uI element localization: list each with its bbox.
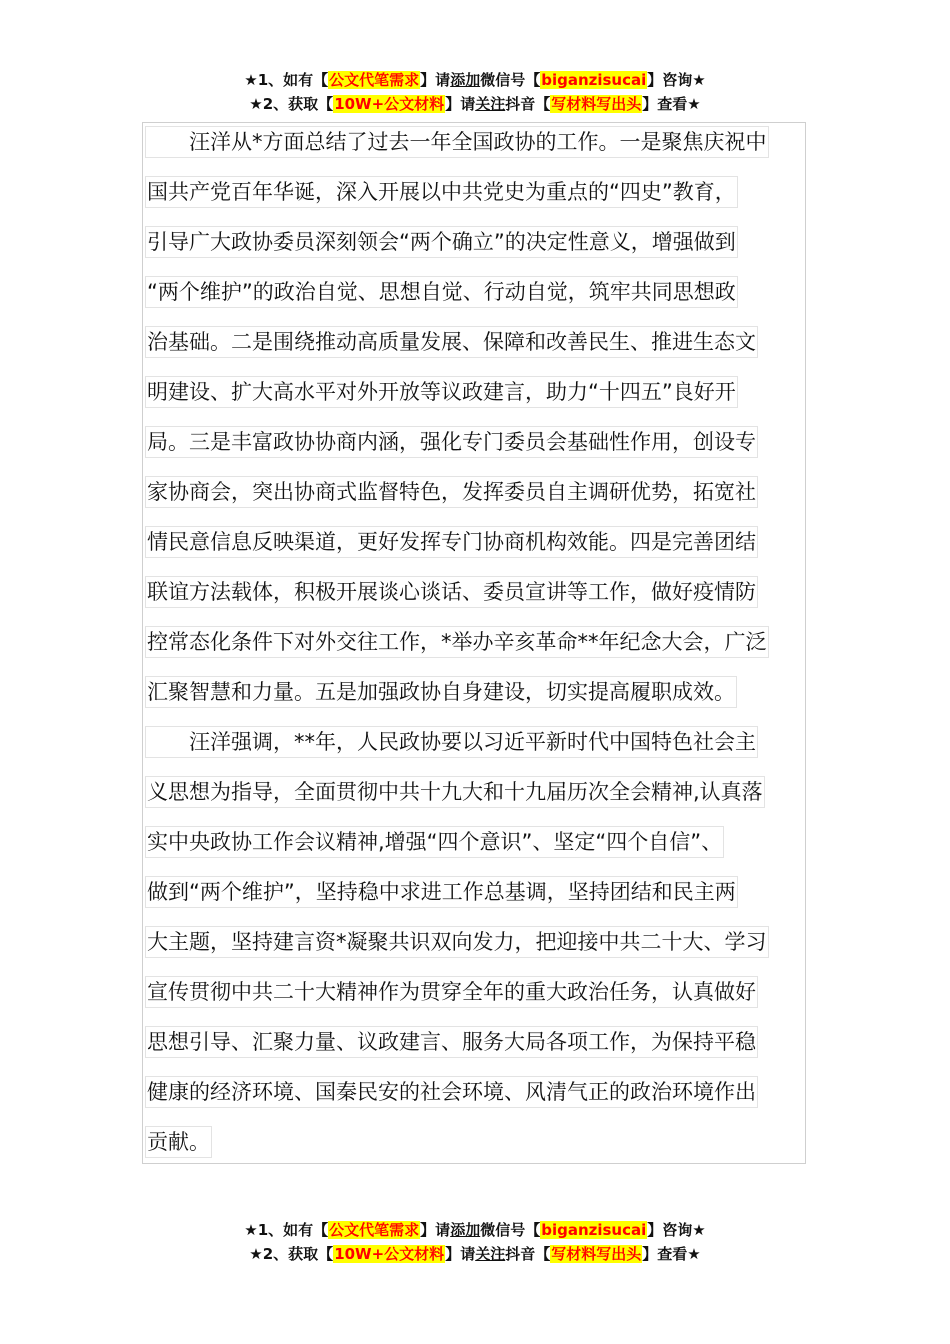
doc-line-text: 情民意信息反映渠道，更好发挥专门协商机构效能。四是完善团结 — [145, 526, 758, 558]
doc-line — [145, 726, 810, 776]
doc-line-text: 贡献。 — [145, 1126, 212, 1158]
doc-line-text: 义思想为指导，全面贯彻中共十九大和十九届历次全会精神,认真落 — [145, 776, 765, 808]
doc-line-text: 家协商会，突出协商式监督特色，发挥委员自主调研优势，拓宽社 — [145, 476, 758, 508]
doc-line — [145, 176, 810, 226]
doc-line — [145, 376, 810, 426]
doc-line — [145, 926, 810, 976]
doc-line — [145, 476, 810, 526]
doc-line-text: 健康的经济环境、国秦民安的社会环境、风清气正的政治环境作出 — [145, 1076, 758, 1108]
banner-highlight: biganzisucai — [541, 71, 647, 89]
doc-line — [145, 826, 810, 876]
footer-banner — [0, 1218, 950, 1266]
banner-text: 】咨询★ — [647, 1221, 706, 1239]
banner-line-1 — [0, 1218, 950, 1242]
doc-line — [145, 526, 810, 576]
banner-highlight: 公文代笔需求 — [329, 1221, 420, 1239]
doc-line — [145, 576, 810, 626]
banner-text: 抖音【 — [505, 95, 551, 113]
banner-underline: 添加 — [450, 71, 481, 89]
doc-line-text: 汇聚智慧和力量。五是加强政协自身建设，切实提高履职成效。 — [145, 676, 737, 708]
header-banner — [0, 68, 950, 116]
document-body — [145, 126, 810, 1176]
banner-line-2 — [0, 1242, 950, 1266]
doc-line-text: 实中央政协工作会议精神,增强“四个意识”、坚定“四个自信”、 — [145, 826, 724, 858]
banner-highlight: 写材料写出头 — [551, 1245, 642, 1263]
banner-text: 微信号【 — [480, 71, 541, 89]
doc-line-text: 控常态化条件下对外交往工作，*举办辛亥革命**年纪念大会，广泛 — [145, 626, 769, 658]
banner-line-2 — [0, 92, 950, 116]
banner-highlight: biganzisucai — [541, 1221, 647, 1239]
doc-line — [145, 776, 810, 826]
doc-line — [145, 226, 810, 276]
doc-line-text: 思想引导、汇聚力量、议政建言、服务大局各项工作，为保持平稳 — [145, 1026, 758, 1058]
banner-text: 微信号【 — [480, 1221, 541, 1239]
doc-line-text: 国共产党百年华诞，深入开展以中共党史为重点的“四史”教育， — [145, 176, 738, 208]
doc-line — [145, 876, 810, 926]
banner-text: 抖音【 — [505, 1245, 551, 1263]
doc-line — [145, 426, 810, 476]
banner-underline: 添加 — [450, 1221, 481, 1239]
banner-text: ★1、如有【 — [244, 1221, 329, 1239]
banner-highlight: 写材料写出头 — [551, 95, 642, 113]
banner-text: 】查看★ — [642, 1245, 701, 1263]
doc-line-text: 大主题，坚持建言资*凝聚共识双向发力，把迎接中共二十大、学习 — [145, 926, 769, 958]
banner-text: 】请 — [420, 1221, 451, 1239]
banner-underline: 关注 — [475, 1245, 506, 1263]
doc-line-text: 明建设、扩大高水平对外开放等议政建言，助力“十四五”良好开 — [145, 376, 738, 408]
doc-line-text: 汪洋强调，**年，人民政协要以习近平新时代中国特色社会主 — [145, 726, 758, 758]
banner-highlight: 公文代笔需求 — [329, 71, 420, 89]
banner-text: 】请 — [420, 71, 451, 89]
doc-line — [145, 126, 810, 176]
banner-text: 】咨询★ — [647, 71, 706, 89]
doc-line — [145, 676, 810, 726]
doc-line-text: 引导广大政协委员深刻领会“两个确立”的决定性意义，增强做到 — [145, 226, 738, 258]
doc-line — [145, 1026, 810, 1076]
doc-line-text: 宣传贯彻中共二十大精神作为贯穿全年的重大政治任务，认真做好 — [145, 976, 758, 1008]
doc-line — [145, 976, 810, 1026]
banner-text: 】请 — [445, 95, 476, 113]
doc-line-text: 汪洋从*方面总结了过去一年全国政协的工作。一是聚焦庆祝中 — [145, 126, 769, 158]
doc-line-text: 联谊方法载体，积极开展谈心谈话、委员宣讲等工作，做好疫情防 — [145, 576, 758, 608]
banner-highlight: 10W+公文材料 — [334, 95, 445, 113]
banner-line-1 — [0, 68, 950, 92]
doc-line-text: 做到“两个维护”，坚持稳中求进工作总基调，坚持团结和民主两 — [145, 876, 738, 908]
banner-highlight: 10W+公文材料 — [334, 1245, 445, 1263]
banner-text: ★1、如有【 — [244, 71, 329, 89]
doc-line — [145, 1076, 810, 1126]
doc-line-text: “两个维护”的政治自觉、思想自觉、行动自觉，筑牢共同思想政 — [145, 276, 738, 308]
banner-text: 】请 — [445, 1245, 476, 1263]
banner-text: 】查看★ — [642, 95, 701, 113]
banner-text: ★2、获取【 — [249, 95, 334, 113]
doc-line — [145, 326, 810, 376]
doc-line — [145, 1126, 810, 1176]
doc-line-text: 治基础。二是围绕推动高质量发展、保障和改善民生、推进生态文 — [145, 326, 758, 358]
banner-text: ★2、获取【 — [249, 1245, 334, 1263]
doc-line — [145, 626, 810, 676]
banner-underline: 关注 — [475, 95, 506, 113]
doc-line-text: 局。三是丰富政协协商内涵，强化专门委员会基础性作用，创设专 — [145, 426, 758, 458]
doc-line — [145, 276, 810, 326]
